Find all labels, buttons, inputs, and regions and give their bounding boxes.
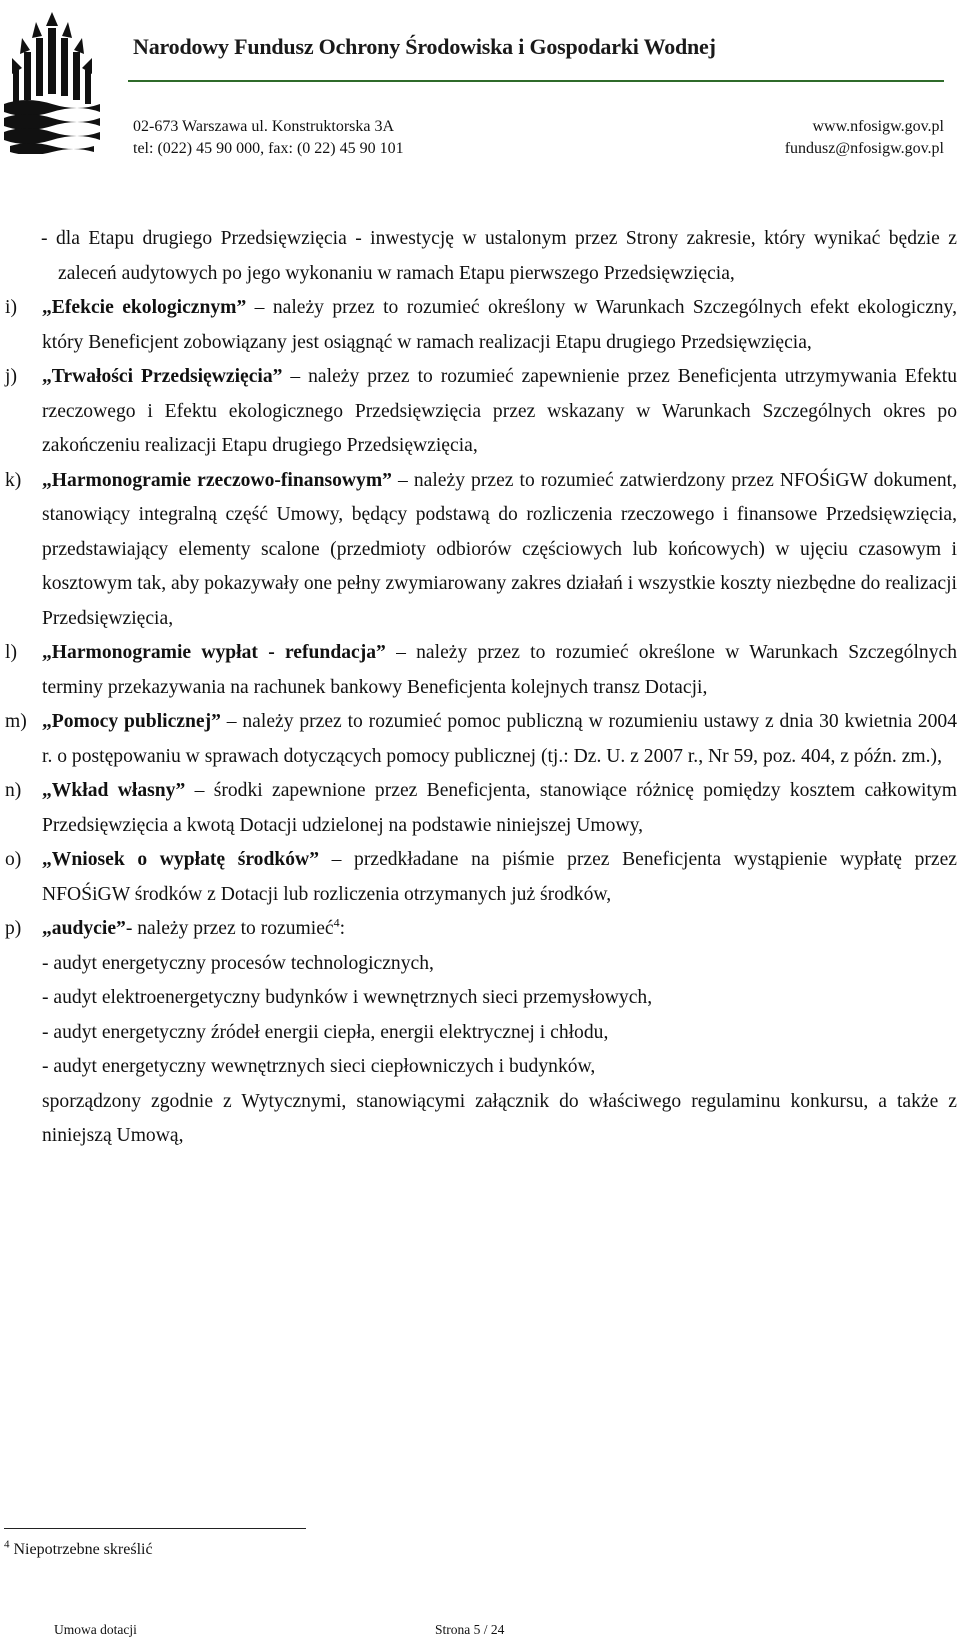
footnote-text: Niepotrzebne skreślić — [13, 1541, 153, 1558]
organization-phone: tel: (022) 45 90 000, fax: (0 22) 45 90 101 — [133, 140, 404, 157]
definition-p — [0, 912, 960, 947]
definition-k — [0, 464, 960, 637]
definition-marker: k) — [5, 469, 22, 491]
definition-j — [0, 360, 960, 464]
intro-paragraph: - dla Etapu drugiego Przedsięwzięcia - inwestycję w ustalonym przez Strony zakresie, który wynikać będzie z zaleceń audytowych po jego wykonaniu w ramach Etapu pierwszego Przedsięwzięcia, — [41, 228, 957, 284]
audit-closing: sporządzony zgodnie z Wytycznymi, stanowiącymi załącznik do właściwego regulaminu konkursu, a także z niniejszą Umową, — [42, 1090, 957, 1146]
definition-marker: o) — [5, 849, 22, 870]
definition-text: – należy przez to rozumieć pomoc publiczną w rozumieniu ustawy z dnia 30 kwietnia 2004 r. o postępowaniu w sprawach dotyczących pomocy publicznej (tj.: Dz. U. z 2007 r., Nr 59, poz. 404, z późn. zm.), — [42, 711, 957, 767]
definition-text: – przedkładane na piśmie przez Beneficjenta wystąpienie wypłatę przez NFOŚiGW środków z Dotacji lub rozliczenia otrzymanych już środków, — [42, 849, 957, 905]
definition-marker: l) — [5, 642, 17, 663]
definition-text: – należy przez to rozumieć określony w Warunkach Szczególnych efekt ekologiczny, który Beneficjent zobowiązany jest osiągnąć w ramach realizacji Etapu drugiego Przedsięwzięcia, — [42, 297, 957, 353]
definition-marker: i) — [5, 297, 17, 318]
definition-i — [0, 291, 960, 360]
definition-m — [0, 705, 960, 774]
definition-text: – środki zapewnione przez Beneficjenta, stanowiące różnicę pomiędzy kosztem całkowitym Przedsięwzięcia a kwotą Dotacji udzielonej na podstawie niniejszej Umowy, — [42, 780, 957, 836]
definition-term: „Pomocy publicznej” — [42, 711, 221, 732]
footnote-number: 4 — [4, 1538, 10, 1551]
document-body — [0, 222, 960, 1154]
definition-term: „Harmonogramie rzeczowo-finansowym” — [42, 469, 392, 491]
footnote-reference[interactable]: 4 — [333, 915, 340, 930]
audit-item: - audyt energetyczny procesów technologicznych, — [42, 952, 434, 974]
definition-n — [0, 774, 960, 843]
definition-marker: n) — [5, 780, 22, 801]
footnote — [4, 1538, 153, 1559]
organization-name: Narodowy Fundusz Ochrony Środowiska i Gospodarki Wodnej — [133, 34, 716, 59]
definition-marker: p) — [5, 918, 22, 939]
definition-term: „Wkład własny” — [42, 780, 186, 801]
definition-term: „Trwałości Przedsięwzięcia” — [42, 366, 283, 387]
footnote-separator — [4, 1528, 306, 1529]
organization-website[interactable]: www.nfosigw.gov.pl — [812, 118, 944, 135]
audit-item: - audyt elektroenergetyczny budynków i wewnętrznych sieci przemysłowych, — [42, 987, 653, 1008]
audit-item: - audyt energetyczny wewnętrznych sieci ciepłowniczych i budynków, — [42, 1056, 596, 1077]
header-divider — [128, 80, 944, 82]
organization-email[interactable]: fundusz@nfosigw.gov.pl — [784, 140, 944, 157]
definition-l — [0, 636, 960, 705]
definition-marker: j) — [5, 366, 17, 387]
definition-term: „Harmonogramie wypłat - refundacja” — [42, 642, 386, 663]
definition-text: – należy przez to rozumieć zapewnienie przez Beneficjenta utrzymywania Efektu rzeczowego i Efektu ekologicznego Przedsięwzięcia przez wskazany w Warunkach Szczególnych okres po zakończeniu realizacji Etapu drugiego Przedsięwzięcia, — [42, 366, 957, 456]
definition-term: „audycie” — [42, 918, 126, 939]
definition-suffix: : — [339, 918, 346, 939]
definition-o — [0, 843, 960, 912]
definition-text: – należy przez to rozumieć zatwierdzony przez NFOŚiGW dokument, stanowiący integralną część Umowy, będący podstawą do rozliczenia rzeczowego i finansowe Przedsięwzięcia, przedstawiający elementy scalone (przedmioty odbiorów częściowych lub końcowych) w ujęciu czasowym i kosztowym tak, aby pokazywały one pełny zwymiarowany zakres działań i wszystkie koszty niezbędne do realizacji Przedsięwzięcia, — [42, 469, 957, 629]
definition-marker: m) — [5, 711, 27, 732]
definition-text: - należy przez to rozumieć — [125, 918, 334, 939]
organization-address: 02-673 Warszawa ul. Konstruktorska 3A — [133, 118, 395, 135]
nfosigw-logo — [0, 4, 104, 154]
definition-term: „Efekcie ekologicznym” — [42, 297, 247, 318]
footer-document-name: Umowa dotacji — [54, 1622, 137, 1637]
footer-page-number: Strona 5 / 24 — [435, 1622, 505, 1637]
definition-text: – należy przez to rozumieć określone w Warunkach Szczególnych terminy przekazywania na rachunek bankowy Beneficjenta kolejnych transz Dotacji, — [42, 642, 958, 698]
audit-item: - audyt energetyczny źródeł energii ciepła, energii elektrycznej i chłodu, — [42, 1021, 609, 1043]
definition-term: „Wniosek o wypłatę środków” — [42, 849, 320, 870]
